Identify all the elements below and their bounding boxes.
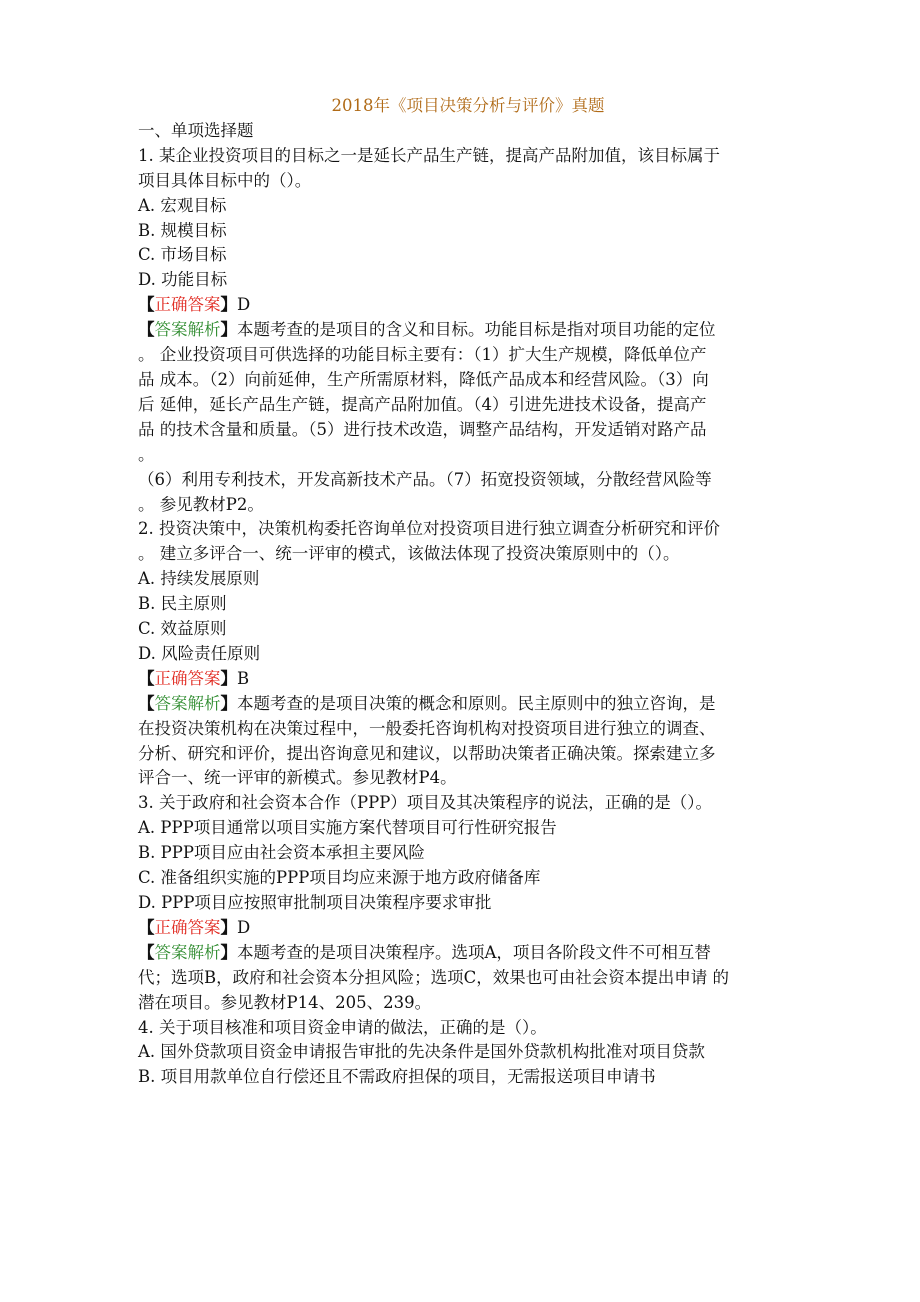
option-a: A. 国外贷款项目资金申请报告审批的先决条件是国外贷款机构批准对项目贷款: [138, 1042, 705, 1062]
answer-label: 正确答案: [154, 668, 221, 688]
correct-answer: [138, 916, 798, 941]
section-heading: 一、单项选择题: [138, 120, 254, 140]
answer-value: D: [237, 295, 251, 315]
document-page: [138, 94, 798, 1090]
answer-analysis: [138, 318, 798, 343]
analysis-text: 。 企业投资项目可供选择的功能目标主要有：（1）扩大生产规模，降低单位产: [138, 345, 707, 365]
analysis-label: 答案解析: [154, 320, 221, 340]
option-a: A. 宏观目标: [138, 195, 227, 215]
bracket-left: 【: [138, 693, 155, 713]
question-4: [138, 1016, 798, 1091]
bracket-left: 【: [138, 942, 155, 962]
option-b: B. 民主原则: [138, 594, 227, 614]
analysis-text: 代；选项B，政府和社会资本分担风险；选项C，效果也可由社会资本提出申请 的: [138, 967, 729, 987]
option-b: B. PPP项目应由社会资本承担主要风险: [138, 843, 425, 863]
question-2: [138, 517, 798, 791]
analysis-text: 。 参见教材P2。: [138, 494, 264, 514]
analysis-text: 潜在项目。参见教材P14、205、239。: [138, 992, 432, 1012]
analysis-text: 品 成本。（2）向前延伸，生产所需原材料，降低产品成本和经营风险。（3）向: [138, 369, 709, 389]
analysis-text: 本题考查的是项目决策程序。选项A，项目各阶段文件不可相互替: [237, 942, 711, 962]
question-stem: 3. 关于政府和社会资本合作（PPP）项目及其决策程序的说法，正确的是（）。: [138, 793, 713, 813]
option-b: B. 项目用款单位自行偿还且不需政府担保的项目，无需报送项目申请书: [138, 1067, 656, 1087]
bracket-left: 【: [138, 295, 155, 315]
question-stem: 。 建立多评合一、统一评审的模式，该做法体现了投资决策原则中的（）。: [138, 544, 680, 564]
bracket-right: 】: [220, 668, 237, 688]
answer-value: B: [237, 668, 250, 688]
bracket-left: 【: [138, 917, 155, 937]
analysis-text: （6）利用专利技术，开发高新技术产品。（7）拓宽投资领域，分散经营风险等: [138, 469, 712, 489]
bracket-right: 】: [220, 942, 237, 962]
answer-label: 正确答案: [154, 295, 221, 315]
answer-label: 正确答案: [154, 917, 221, 937]
option-c: C. 市场目标: [138, 245, 227, 265]
document-title: 2018年《项目决策分析与评价》真题: [331, 96, 605, 115]
bracket-right: 】: [220, 917, 237, 937]
analysis-text: 后 延伸，延长产品生产链，提高产品附加值。（4）引进先进技术设备，提高产: [138, 394, 707, 414]
analysis-text: 评合一、统一评审的新模式。参见教材P4。: [138, 768, 457, 788]
answer-analysis: [138, 692, 798, 717]
bracket-right: 】: [220, 295, 237, 315]
option-a: A. 持续发展原则: [138, 569, 260, 589]
question-stem: 项目具体目标中的（）。: [138, 170, 312, 190]
option-d: D. 风险责任原则: [138, 643, 261, 663]
question-3: [138, 791, 798, 1015]
analysis-text: 品 的技术含量和质量。（5）进行技术改造，调整产品结构，开发适销对路产品: [138, 419, 707, 439]
option-d: D. PPP项目应按照审批制项目决策程序要求审批: [138, 893, 492, 912]
option-a: A. PPP项目通常以项目实施方案代替项目可行性研究报告: [138, 818, 557, 838]
analysis-label: 答案解析: [154, 693, 221, 713]
bracket-right: 】: [220, 320, 237, 340]
analysis-text: 分析、研究和评价，提出咨询意见和建议，以帮助决策者正确决策。探索建立多: [138, 743, 716, 763]
correct-answer: [138, 667, 798, 692]
option-c: C. 效益原则: [138, 619, 227, 639]
question-stem: 1. 某企业投资项目的目标之一是延长产品生产链，提高产品附加值，该目标属于: [138, 145, 720, 165]
question-stem: 4. 关于项目核准和项目资金申请的做法，正确的是（）。: [138, 1017, 547, 1037]
answer-value: D: [237, 917, 251, 937]
answer-analysis: [138, 941, 798, 966]
correct-answer: [138, 293, 798, 318]
bracket-left: 【: [138, 320, 155, 340]
bracket-left: 【: [138, 668, 155, 688]
option-b: B. 规模目标: [138, 220, 227, 240]
bracket-right: 】: [220, 693, 237, 713]
analysis-text: 本题考查的是项目的含义和目标。功能目标是指对项目功能的定位: [237, 320, 716, 340]
analysis-text: 。: [138, 444, 155, 464]
analysis-text: 在投资决策机构在决策过程中，一般委托咨询机构对投资项目进行独立的调查、: [138, 718, 716, 738]
question-1: [138, 144, 798, 518]
analysis-label: 答案解析: [154, 942, 221, 962]
question-stem: 2. 投资决策中，决策机构委托咨询单位对投资项目进行独立调查分析研究和评价: [138, 519, 720, 539]
option-c: C. 准备组织实施的PPP项目均应来源于地方政府储备库: [138, 868, 541, 888]
option-d: D. 功能目标: [138, 270, 228, 290]
analysis-text: 本题考查的是项目决策的概念和原则。民主原则中的独立咨询，是: [237, 693, 716, 713]
